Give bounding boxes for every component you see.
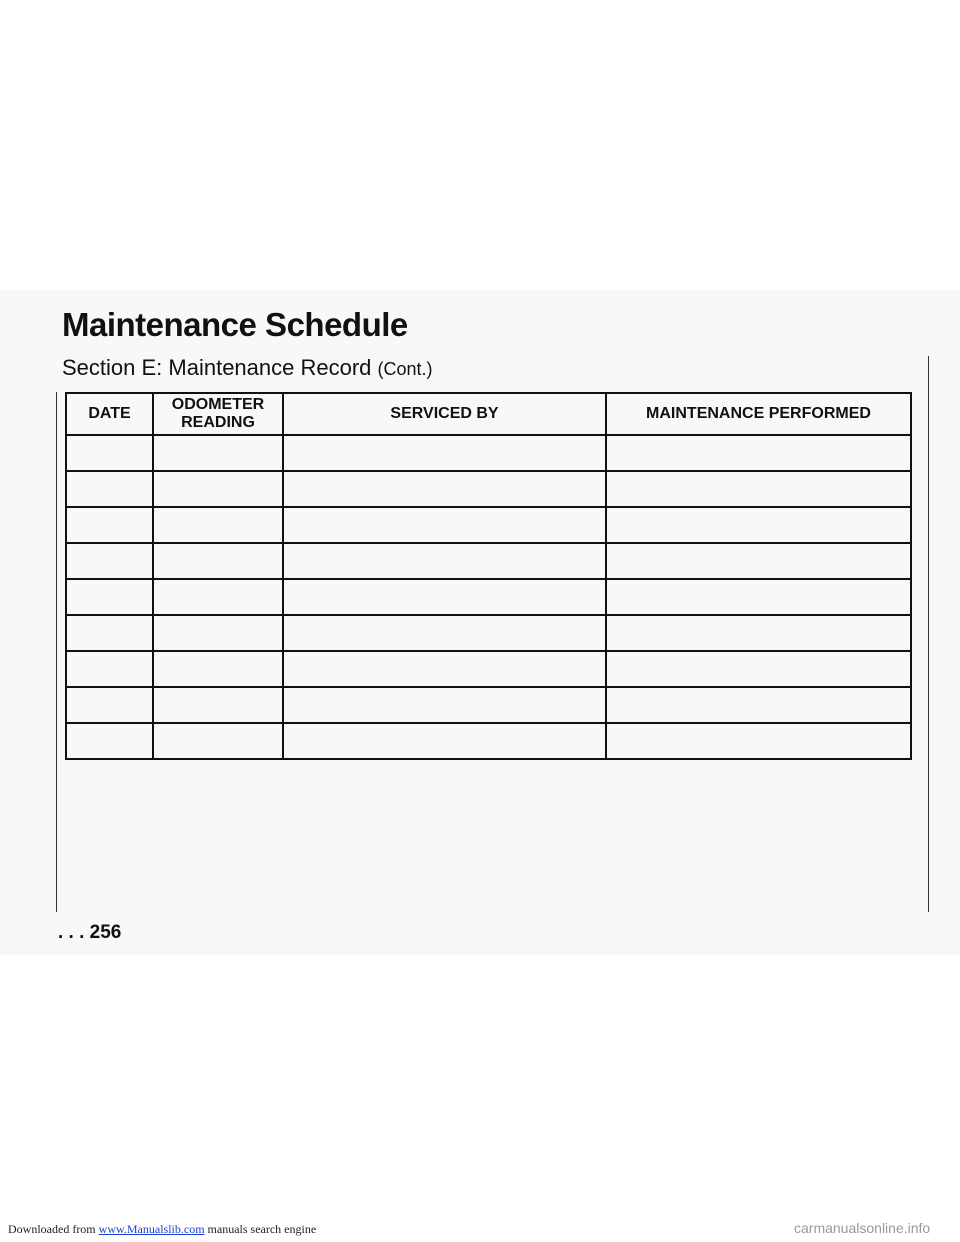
date-cell[interactable] bbox=[66, 507, 153, 543]
serviced-by-cell[interactable] bbox=[283, 543, 606, 579]
footer-prefix: Downloaded from bbox=[8, 1222, 96, 1236]
site-watermark: carmanualsonline.info bbox=[794, 1220, 931, 1236]
header-date: DATE bbox=[66, 393, 153, 435]
table-row bbox=[66, 507, 911, 543]
footer-suffix: manuals search engine bbox=[207, 1222, 317, 1236]
header-odometer-line2: READING bbox=[181, 414, 255, 431]
odometer-cell[interactable] bbox=[153, 471, 283, 507]
date-cell[interactable] bbox=[66, 579, 153, 615]
maintenance-performed-cell[interactable] bbox=[606, 723, 911, 759]
maintenance-performed-cell[interactable] bbox=[606, 615, 911, 651]
header-maintenance-performed: MAINTENANCE PERFORMED bbox=[606, 393, 911, 435]
table-row bbox=[66, 435, 911, 471]
date-cell[interactable] bbox=[66, 543, 153, 579]
right-margin-rule bbox=[928, 356, 929, 912]
maintenance-performed-cell[interactable] bbox=[606, 651, 911, 687]
maintenance-performed-cell[interactable] bbox=[606, 579, 911, 615]
table-body bbox=[66, 435, 911, 759]
maintenance-performed-cell[interactable] bbox=[606, 471, 911, 507]
serviced-by-cell[interactable] bbox=[283, 435, 606, 471]
maintenance-performed-cell[interactable] bbox=[606, 687, 911, 723]
section-subtitle-text: Section E: Maintenance Record bbox=[62, 355, 372, 380]
odometer-cell[interactable] bbox=[153, 435, 283, 471]
table-row bbox=[66, 579, 911, 615]
table-row bbox=[66, 471, 911, 507]
odometer-cell[interactable] bbox=[153, 687, 283, 723]
table-row bbox=[66, 723, 911, 759]
page-number: . . . 256 bbox=[58, 922, 122, 943]
date-cell[interactable] bbox=[66, 723, 153, 759]
header-serviced-by: SERVICED BY bbox=[283, 393, 606, 435]
header-odometer-reading bbox=[153, 393, 283, 435]
date-cell[interactable] bbox=[66, 435, 153, 471]
download-footer bbox=[8, 1222, 316, 1237]
manualslib-link[interactable]: www.Manualslib.com bbox=[98, 1222, 205, 1236]
date-cell[interactable] bbox=[66, 687, 153, 723]
serviced-by-cell[interactable] bbox=[283, 723, 606, 759]
table-row bbox=[66, 651, 911, 687]
maintenance-performed-cell[interactable] bbox=[606, 543, 911, 579]
serviced-by-cell[interactable] bbox=[283, 651, 606, 687]
maintenance-performed-cell[interactable] bbox=[606, 507, 911, 543]
odometer-cell[interactable] bbox=[153, 615, 283, 651]
date-cell[interactable] bbox=[66, 471, 153, 507]
serviced-by-cell[interactable] bbox=[283, 615, 606, 651]
section-subtitle bbox=[62, 355, 433, 381]
odometer-cell[interactable] bbox=[153, 723, 283, 759]
page-title: Maintenance Schedule bbox=[62, 306, 408, 343]
odometer-cell[interactable] bbox=[153, 507, 283, 543]
header-odometer-line1: ODOMETER bbox=[171, 396, 265, 413]
serviced-by-cell[interactable] bbox=[283, 687, 606, 723]
table-row bbox=[66, 687, 911, 723]
table-header-row bbox=[66, 393, 911, 435]
odometer-cell[interactable] bbox=[153, 651, 283, 687]
serviced-by-cell[interactable] bbox=[283, 579, 606, 615]
date-cell[interactable] bbox=[66, 651, 153, 687]
section-subtitle-suffix: (Cont.) bbox=[377, 359, 433, 379]
table-row bbox=[66, 615, 911, 651]
odometer-cell[interactable] bbox=[153, 543, 283, 579]
serviced-by-cell[interactable] bbox=[283, 471, 606, 507]
odometer-cell[interactable] bbox=[153, 579, 283, 615]
maintenance-performed-cell[interactable] bbox=[606, 435, 911, 471]
maintenance-record-table bbox=[65, 392, 912, 760]
date-cell[interactable] bbox=[66, 615, 153, 651]
serviced-by-cell[interactable] bbox=[283, 507, 606, 543]
table-row bbox=[66, 543, 911, 579]
left-margin-rule bbox=[56, 392, 57, 912]
